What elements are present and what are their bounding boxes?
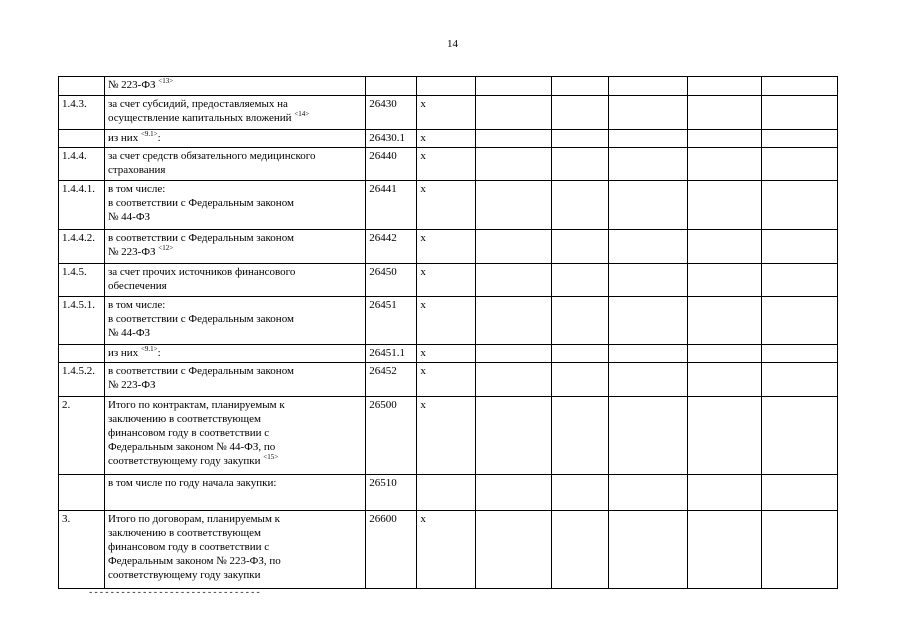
row-code-cell [366, 130, 417, 148]
empty-value-cell [762, 181, 838, 230]
empty-value-cell [609, 130, 688, 148]
row-description-cell [104, 297, 365, 345]
empty-value-cell [552, 475, 609, 511]
empty-value-cell [609, 475, 688, 511]
row-number-cell [59, 297, 105, 345]
footnote-reference: <9.1> [140, 345, 158, 353]
row-code: 26600 [369, 513, 397, 525]
footnote-reference: <14> [294, 110, 310, 118]
row-description: из них [107, 132, 141, 144]
row-number-cell [59, 230, 105, 264]
table-row [59, 148, 838, 181]
row-description: в том числе: в соответствии с Федеральным законом № 44-ФЗ [107, 183, 294, 223]
empty-value-cell [552, 77, 609, 96]
empty-value-cell [475, 230, 552, 264]
row-description-cell [104, 96, 365, 130]
empty-value-cell [552, 297, 609, 345]
empty-value-cell [475, 130, 552, 148]
row-code-cell [366, 181, 417, 230]
row-mark-cell [417, 230, 475, 264]
footnote-reference: <15> [263, 453, 279, 461]
empty-value-cell [609, 264, 688, 297]
table-row [59, 345, 838, 363]
row-code-cell [366, 96, 417, 130]
empty-value-cell [687, 345, 762, 363]
row-code: 26430 [369, 98, 397, 110]
row-description: Итого по договорам, планируемым к заключению в соответствующем финансовом году в соответствии с Федеральным законом № 223-ФЗ, по соответствующему году закупки [107, 513, 281, 581]
empty-value-cell [475, 475, 552, 511]
empty-value-cell [609, 363, 688, 397]
empty-value-cell [762, 511, 838, 589]
empty-value-cell [552, 397, 609, 475]
row-mark-cell [417, 148, 475, 181]
row-number: 3. [62, 513, 71, 525]
row-number: 1.4.5. [62, 266, 87, 278]
empty-value-cell [687, 397, 762, 475]
row-code: 26440 [369, 150, 397, 162]
empty-value-cell [475, 264, 552, 297]
empty-value-cell [762, 363, 838, 397]
footnote-reference: <9.1> [140, 130, 158, 138]
empty-value-cell [552, 264, 609, 297]
empty-value-cell [475, 511, 552, 589]
row-description: в соответствии с Федеральным законом № 223-ФЗ [107, 232, 294, 258]
table-row [59, 230, 838, 264]
row-description-cell [104, 130, 365, 148]
empty-value-cell [552, 130, 609, 148]
row-number: 1.4.4.1. [62, 183, 95, 195]
row-number: 1.4.5.1. [62, 299, 95, 311]
row-description: № 223-ФЗ [107, 79, 159, 91]
row-number-cell [59, 511, 105, 589]
table-row [59, 511, 838, 589]
row-mark: х [420, 232, 426, 244]
row-number: 1.4.4. [62, 150, 87, 162]
empty-value-cell [762, 96, 838, 130]
row-number-cell [59, 264, 105, 297]
row-description: Итого по контрактам, планируемым к заключению в соответствующем финансовом году в соответствии с Федеральным законом № 44-ФЗ, по соответствующему году закупки [107, 399, 285, 467]
empty-value-cell [762, 148, 838, 181]
empty-value-cell [687, 297, 762, 345]
table-row [59, 264, 838, 297]
table-row [59, 397, 838, 475]
row-number-cell [59, 181, 105, 230]
row-mark: х [420, 183, 426, 195]
empty-value-cell [552, 148, 609, 181]
row-mark: х [420, 347, 426, 359]
row-mark: х [420, 98, 426, 110]
empty-value-cell [475, 397, 552, 475]
row-mark-cell [417, 77, 475, 96]
row-description-cell [104, 511, 365, 589]
empty-value-cell [475, 181, 552, 230]
empty-value-cell [552, 181, 609, 230]
empty-value-cell [609, 148, 688, 181]
row-mark-cell [417, 264, 475, 297]
row-code-cell [366, 345, 417, 363]
row-code: 26500 [369, 399, 397, 411]
row-mark: х [420, 513, 426, 525]
row-description-suffix: : [157, 347, 161, 359]
empty-value-cell [552, 511, 609, 589]
row-number: 1.4.4.2. [62, 232, 95, 244]
row-mark-cell [417, 297, 475, 345]
empty-value-cell [475, 96, 552, 130]
row-mark-cell [417, 363, 475, 397]
table-row [59, 77, 838, 96]
page-number: 14 [447, 38, 458, 50]
row-code: 26450 [369, 266, 397, 278]
empty-value-cell [762, 475, 838, 511]
empty-value-cell [609, 345, 688, 363]
row-description: в соответствии с Федеральным законом № 223-ФЗ [107, 365, 294, 391]
row-mark: х [420, 266, 426, 278]
row-mark-cell [417, 397, 475, 475]
row-code: 26452 [369, 365, 397, 377]
empty-value-cell [762, 397, 838, 475]
empty-value-cell [552, 363, 609, 397]
table-row [59, 475, 838, 511]
table-row [59, 96, 838, 130]
footnote-separator: -------------------------------- [88, 588, 261, 598]
row-code: 26430.1 [369, 132, 406, 144]
empty-value-cell [687, 130, 762, 148]
form-table [58, 76, 838, 589]
empty-value-cell [609, 96, 688, 130]
empty-value-cell [762, 297, 838, 345]
empty-value-cell [609, 511, 688, 589]
row-code-cell [366, 77, 417, 96]
row-code: 26451 [369, 299, 397, 311]
row-number-cell [59, 475, 105, 511]
row-code-cell [366, 264, 417, 297]
row-description-cell [104, 397, 365, 475]
empty-value-cell [552, 230, 609, 264]
empty-value-cell [475, 148, 552, 181]
row-mark-cell [417, 130, 475, 148]
empty-value-cell [609, 77, 688, 96]
row-mark: х [420, 299, 426, 311]
row-description-cell [104, 230, 365, 264]
empty-value-cell [475, 363, 552, 397]
row-number-cell [59, 397, 105, 475]
row-number: 2. [62, 399, 71, 411]
empty-value-cell [609, 297, 688, 345]
table-row [59, 130, 838, 148]
row-description-cell [104, 475, 365, 511]
empty-value-cell [552, 96, 609, 130]
empty-value-cell [762, 345, 838, 363]
row-mark: х [420, 132, 426, 144]
table-row [59, 181, 838, 230]
table-row [59, 297, 838, 345]
empty-value-cell [687, 77, 762, 96]
row-number: 1.4.5.2. [62, 365, 95, 377]
row-number-cell [59, 96, 105, 130]
table-row [59, 363, 838, 397]
row-code: 26442 [369, 232, 397, 244]
row-description-suffix: : [157, 132, 161, 144]
empty-value-cell [687, 181, 762, 230]
row-code-cell [366, 511, 417, 589]
row-number-cell [59, 77, 105, 96]
row-mark-cell [417, 96, 475, 130]
empty-value-cell [687, 148, 762, 181]
row-description: за счет прочих источников финансового обеспечения [107, 266, 296, 292]
row-description-cell [104, 148, 365, 181]
row-description-cell [104, 77, 365, 96]
empty-value-cell [687, 230, 762, 264]
row-mark-cell [417, 511, 475, 589]
empty-value-cell [475, 77, 552, 96]
empty-value-cell [687, 511, 762, 589]
table-body [59, 77, 838, 589]
row-description-cell [104, 181, 365, 230]
row-code: 26510 [369, 477, 397, 489]
row-code: 26451.1 [369, 347, 406, 359]
row-mark: х [420, 150, 426, 162]
empty-value-cell [609, 181, 688, 230]
row-number-cell [59, 363, 105, 397]
row-mark-cell [417, 181, 475, 230]
empty-value-cell [687, 96, 762, 130]
row-mark-cell [417, 475, 475, 511]
empty-value-cell [687, 475, 762, 511]
row-code-cell [366, 230, 417, 264]
empty-value-cell [762, 77, 838, 96]
empty-value-cell [687, 363, 762, 397]
empty-value-cell [762, 230, 838, 264]
row-code: 26441 [369, 183, 397, 195]
empty-value-cell [552, 345, 609, 363]
row-description-cell [104, 345, 365, 363]
row-description: в том числе: в соответствии с Федеральным законом № 44-ФЗ [107, 299, 294, 339]
empty-value-cell [475, 297, 552, 345]
row-number-cell [59, 130, 105, 148]
empty-value-cell [475, 345, 552, 363]
footnote-reference: <12> [158, 244, 174, 252]
row-description-cell [104, 264, 365, 297]
empty-value-cell [609, 397, 688, 475]
empty-value-cell [687, 264, 762, 297]
empty-value-cell [609, 230, 688, 264]
row-mark: х [420, 365, 426, 377]
row-mark-cell [417, 345, 475, 363]
row-code-cell [366, 397, 417, 475]
row-number-cell [59, 345, 105, 363]
row-number: 1.4.3. [62, 98, 87, 110]
row-description-cell [104, 363, 365, 397]
footnote-reference: <13> [158, 77, 174, 85]
row-mark: х [420, 399, 426, 411]
row-code-cell [366, 148, 417, 181]
row-code-cell [366, 475, 417, 511]
row-description: из них [107, 347, 141, 359]
row-code-cell [366, 363, 417, 397]
row-description: за счет средств обязательного медицинского страхования [107, 150, 316, 176]
row-description: в том числе по году начала закупки: [107, 477, 277, 489]
empty-value-cell [762, 264, 838, 297]
row-number-cell [59, 148, 105, 181]
row-code-cell [366, 297, 417, 345]
row-description: за счет субсидий, предоставляемых на осуществление капитальных вложений [107, 98, 292, 124]
empty-value-cell [762, 130, 838, 148]
